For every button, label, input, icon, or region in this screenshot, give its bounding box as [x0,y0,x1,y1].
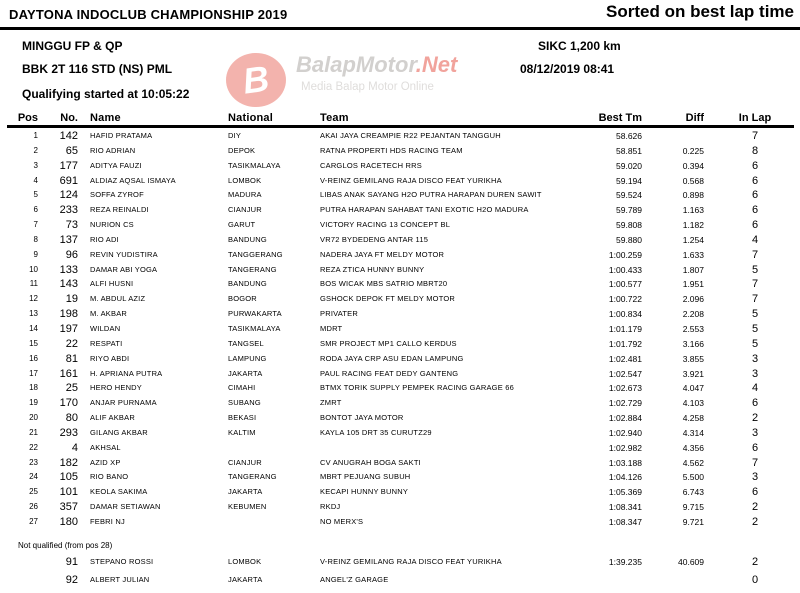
no-cell: 197 [59,322,78,335]
table-row [0,218,800,233]
best-tm-cell: 1:02.729 [608,398,642,409]
best-tm-cell: 59.808 [616,220,642,231]
in-lap-cell: 3 [751,471,759,484]
in-lap-cell: 3 [751,367,759,380]
pos-cell: 14 [29,323,38,333]
best-tm-cell: 1:01.179 [608,323,642,334]
in-lap-cell: 4 [751,233,759,246]
best-tm-cell: 1:39.235 [608,557,642,567]
table-row [0,381,800,396]
datetime-label: 08/12/2019 08:41 [520,62,615,76]
table-row [0,277,800,292]
national-cell: GARUT [228,220,256,230]
best-tm-cell: 1:05.369 [608,487,642,498]
name-cell: DAMAR ABI YOGA [90,264,158,274]
best-tm-cell: 1:08.347 [608,516,642,527]
logo-b-icon [226,53,286,107]
no-cell: 124 [59,189,78,202]
name-cell: RIO BANO [90,472,129,482]
national-cell: KEBUMEN [228,502,267,512]
diff-cell: 2.096 [682,294,704,305]
name-cell: ALDIAZ AQSAL ISMAYA [90,175,176,185]
name-cell: RIYO ABDI [90,353,130,363]
name-cell: REZA REINALDI [90,205,149,215]
name-cell: RESPATI [90,338,123,348]
table-row [0,352,800,367]
no-cell: 81 [65,352,78,365]
pos-cell: 26 [29,502,38,512]
diff-cell: 40.609 [678,557,704,567]
diff-cell: 3.855 [682,353,704,364]
pos-cell: 6 [33,205,38,215]
diff-cell: 3.166 [682,338,704,349]
table-row [0,515,800,530]
team-cell: VR72 BYDEDENG ANTAR 115 [320,234,429,244]
table-row [0,441,800,456]
in-lap-cell: 7 [751,278,759,291]
pos-cell: 9 [33,249,38,259]
table-row [0,248,800,263]
team-cell: NO MERX'S [320,516,364,526]
national-cell: CIANJUR [228,457,262,467]
national-cell: LAMPUNG [228,353,267,363]
in-lap-cell: 6 [751,397,759,410]
name-cell: ANJAR PURNAMA [90,398,157,408]
national-cell [228,515,316,530]
national-cell: LOMBOK [228,175,262,185]
no-cell: 91 [65,556,78,568]
no-cell: 142 [59,130,78,142]
logo-wordmark [296,52,457,78]
no-cell: 143 [59,278,78,291]
diff-cell: 4.258 [682,413,704,424]
in-lap-cell: 2 [751,412,759,425]
pos-cell: 16 [29,353,38,363]
table-row [0,174,800,189]
best-tm-cell: 1:00.577 [608,279,642,290]
best-tm-cell: 58.626 [616,131,642,141]
pos-cell: 5 [33,190,38,200]
pos-cell: 4 [33,175,38,185]
best-tm-cell: 1:00.259 [608,249,642,260]
diff-cell: 0.394 [682,160,704,171]
best-tm-cell: 59.524 [616,190,642,201]
column-header-team: Team [320,112,349,124]
team-cell: ZMRT [320,398,342,408]
diff-cell: 9.715 [682,502,704,513]
table-row [0,500,800,515]
best-tm-cell: 1:02.982 [608,442,642,453]
no-cell: 177 [59,159,78,172]
team-cell: REZA ZTICA HUNNY BUNNY [320,264,425,274]
table-row [0,367,800,382]
diff-cell: 0.568 [682,175,704,186]
column-header-pos: Pos [17,112,38,124]
best-tm-cell: 1:02.481 [608,353,642,364]
pos-cell: 25 [29,487,38,497]
team-cell: KAYLA 105 DRT 35 CURUTZ29 [320,427,432,437]
diff-cell: 2.208 [682,309,704,320]
class-label: BBK 2T 116 STD (NS) PML [22,62,173,76]
name-cell: STEPANO ROSSI [90,557,154,566]
pos-cell: 19 [29,398,38,408]
pos-cell: 8 [33,234,38,244]
national-cell: DIY [228,131,242,140]
name-cell: ALFI HUSNI [90,279,134,289]
pos-cell: 10 [29,264,38,274]
table-row [0,337,800,352]
national-cell: BOGOR [228,294,257,304]
diff-cell: 1.182 [682,220,704,231]
no-cell: 137 [59,233,78,246]
team-cell: BTMX TORIK SUPPLY PEMPEK RACING GARAGE 66 [320,383,514,393]
table-row [0,322,800,337]
national-cell: TANGGERANG [228,249,283,259]
name-cell: H. APRIANA PUTRA [90,368,163,378]
pos-cell: 7 [33,220,38,230]
table-row [0,470,800,485]
team-cell: GSHOCK DEPOK FT MELDY MOTOR [320,294,456,304]
in-lap-cell: 3 [751,426,759,439]
qualifying-start-label: Qualifying started at 10:05:22 [22,87,190,101]
logo-b-glyph: B [240,57,272,102]
pos-cell: 3 [33,160,38,170]
pos-cell: 13 [29,309,38,319]
best-tm-cell: 59.880 [616,234,642,245]
team-cell: CV ANUGRAH BOGA SAKTI [320,457,421,467]
team-cell: V-REINZ GEMILANG RAJA DISCO FEAT YURIKHA [320,175,502,185]
diff-cell: 1.163 [682,205,704,216]
no-cell: 80 [65,412,78,425]
in-lap-cell: 2 [751,556,759,568]
team-cell: VICTORY RACING 13 CONCEPT BL [320,220,451,230]
pos-cell: 17 [29,368,38,378]
no-cell: 161 [59,367,78,380]
table-row [0,396,800,411]
name-cell: HERO HENDY [90,383,143,393]
team-cell: LIBAS ANAK SAYANG H2O PUTRA HARAPAN DUREN SAWIT [320,190,542,200]
best-tm-cell: 59.194 [616,175,642,186]
team-cell: MBRT PEJUANG SUBUH [320,472,411,482]
in-lap-cell: 7 [751,248,759,261]
diff-cell [640,571,704,589]
header-divider [0,27,800,30]
team-cell: ANGEL'Z GARAGE [320,575,389,585]
logo-tagline: Media Balap Motor Online [301,81,434,93]
diff-cell: 0.898 [682,190,704,201]
pos-cell: 27 [29,516,38,526]
diff-cell: 4.103 [682,398,704,409]
national-cell: BANDUNG [228,279,267,289]
diff-cell: 2.553 [682,323,704,334]
team-cell: PUTRA HARAPAN SAHABAT TANI EXOTIC H2O MADURA [320,205,529,215]
no-cell: 180 [59,515,78,528]
name-cell: ALBERT JULIAN [90,575,150,585]
table-row [0,129,800,144]
table-row [0,553,800,571]
name-cell: FEBRI NJ [90,516,125,526]
name-cell: NURION CS [90,220,134,230]
diff-cell: 4.047 [682,383,704,394]
no-cell: 357 [59,501,78,514]
results-table-body [0,129,800,530]
table-header-row [0,111,800,125]
national-cell: TASIKMALAYA [228,160,281,170]
in-lap-cell: 6 [751,204,759,217]
table-row [0,456,800,471]
name-cell: RIO ADRIAN [90,145,136,155]
no-cell: 92 [65,574,78,587]
table-row [0,203,800,218]
national-cell: TASIKMALAYA [228,323,281,333]
table-row [0,485,800,500]
table-row [0,426,800,441]
no-cell: 233 [59,204,78,217]
in-lap-cell: 7 [751,130,759,142]
national-cell: JAKARTA [228,368,263,378]
table-row [0,263,800,278]
in-lap-cell: 7 [751,456,759,469]
pos-cell: 2 [33,145,38,155]
best-tm-cell: 1:02.884 [608,413,642,424]
no-cell: 182 [59,456,78,469]
in-lap-cell: 6 [751,441,759,454]
best-tm-cell: 1:00.722 [608,294,642,305]
pos-cell: 18 [29,383,38,393]
column-header-national: National [228,112,273,124]
national-cell: BANDUNG [228,234,267,244]
national-cell: DEPOK [228,145,256,155]
team-cell: RODA JAYA CRP ASU EDAN LAMPUNG [320,353,464,363]
national-cell: TANGERANG [228,264,277,274]
session-label: MINGGU FP & QP [22,39,123,53]
no-cell: 293 [59,426,78,439]
best-tm-cell: 1:01.792 [608,338,642,349]
diff-cell: 5.500 [682,472,704,483]
in-lap-cell: 5 [751,337,759,350]
in-lap-cell: 8 [751,144,759,157]
logo-name-gray: BalapMotor [296,52,416,77]
pos-cell: 11 [29,279,38,289]
team-cell: AKAI JAYA CREAMPIE R22 PEJANTAN TANGGUH [320,131,501,140]
best-tm-cell: 59.020 [616,160,642,171]
best-tm-cell: 1:02.547 [608,368,642,379]
in-lap-cell: 5 [751,308,759,321]
national-cell: CIMAHI [228,383,256,393]
name-cell: AZID XP [90,457,121,467]
team-cell: BOS WICAK MBS SATRIO MBRT20 [320,279,448,289]
diff-cell: 4.356 [682,442,704,453]
best-tm-cell: 1:00.834 [608,309,642,320]
no-cell: 4 [71,441,78,454]
team-cell: V-REINZ GEMILANG RAJA DISCO FEAT YURIKHA [320,557,502,566]
no-cell: 170 [59,397,78,410]
in-lap-cell: 3 [751,352,759,365]
national-cell: TANGERANG [228,472,277,482]
diff-cell [640,129,704,144]
no-cell: 198 [59,308,78,321]
in-lap-cell: 6 [751,189,759,202]
no-cell: 96 [65,248,78,261]
national-cell: KALTIM [228,427,256,437]
sort-order-label: Sorted on best lap time [606,2,794,21]
diff-cell: 3.921 [682,368,704,379]
national-cell: MADURA [228,190,262,200]
name-cell: AKHSAL [90,442,121,452]
national-cell: CIANJUR [228,205,262,215]
pos-cell: 23 [29,457,38,467]
name-cell: M. ABDUL AZIZ [90,294,146,304]
in-lap-cell: 7 [751,293,759,306]
team-cell: PAUL RACING FEAT DEDY GANTENG [320,368,459,378]
table-row [0,159,800,174]
diff-cell: 9.721 [682,516,704,527]
pos-cell: 1 [33,131,38,140]
pos-cell: 24 [29,472,38,482]
in-lap-cell: 6 [751,159,759,172]
national-cell: TANGSEL [228,338,264,348]
national-cell: LOMBOK [228,557,262,566]
national-cell: SUBANG [228,398,261,408]
team-cell: NADERA JAYA FT MELDY MOTOR [320,249,445,259]
diff-cell: 1.951 [682,279,704,290]
pos-cell: 20 [29,413,38,423]
best-tm-cell: 1:00.433 [608,264,642,275]
name-cell: SOFFA ZYROF [90,190,144,200]
column-header-name: Name [90,112,121,124]
national-cell: JAKARTA [228,487,263,497]
no-cell: 25 [65,382,78,395]
no-cell: 19 [65,293,78,306]
diff-cell: 1.807 [682,264,704,275]
best-tm-cell: 58.851 [616,145,642,156]
team-cell: PRIVATER [320,309,358,319]
national-cell: JAKARTA [228,575,263,585]
logo-name-red: .Net [415,52,458,77]
best-tm-cell: 1:02.940 [608,427,642,438]
team-cell: CARGLOS RACETECH RRS [320,160,422,170]
in-lap-cell: 2 [751,515,759,528]
pos-cell: 21 [29,427,38,437]
table-header-divider [7,125,794,128]
no-cell: 65 [65,144,78,157]
best-tm-cell [556,571,642,589]
track-label: SIKC 1,200 km [538,39,621,53]
pos-cell: 15 [29,338,38,348]
name-cell: ADITYA FAUZI [90,160,142,170]
best-tm-cell: 1:03.188 [608,457,642,468]
in-lap-cell: 6 [751,219,759,232]
pos-cell [10,553,38,571]
column-header-in-lap: In Lap [738,112,772,124]
column-header-best-tm: Best Tm [598,112,642,124]
team-cell: RKDJ [320,502,341,512]
diff-cell: 1.633 [682,249,704,260]
no-cell: 101 [59,486,78,499]
best-tm-cell: 59.789 [616,205,642,216]
team-cell: RATNA PROPERTI HDS RACING TEAM [320,145,463,155]
name-cell: HAFID PRATAMA [90,131,153,140]
name-cell: ALIF AKBAR [90,413,135,423]
diff-cell: 4.562 [682,457,704,468]
pos-cell [10,571,38,589]
diff-cell: 1.254 [682,234,704,245]
in-lap-cell: 6 [751,486,759,499]
page-title: DAYTONA INDOCLUB CHAMPIONSHIP 2019 [9,7,288,22]
team-cell: BONTOT JAYA MOTOR [320,413,404,423]
pos-cell: 12 [29,294,38,304]
name-cell: M. AKBAR [90,309,128,319]
name-cell: RIO ADI [90,234,119,244]
name-cell: WILDAN [90,323,121,333]
best-tm-cell: 1:08.341 [608,502,642,513]
team-cell: SMR PROJECT MP1 CALLO KERDUS [320,338,457,348]
diff-cell: 6.743 [682,487,704,498]
table-row [0,571,800,589]
team-cell: MDRT [320,323,343,333]
in-lap-cell: 4 [751,382,759,395]
in-lap-cell: 5 [751,322,759,335]
no-cell: 22 [65,337,78,350]
name-cell: DAMAR SETIAWAN [90,502,161,512]
diff-cell: 4.314 [682,427,704,438]
best-tm-cell: 1:04.126 [608,472,642,483]
diff-cell: 0.225 [682,145,704,156]
no-cell: 691 [59,174,78,187]
national-cell: BEKASI [228,413,257,423]
not-qualified-label: Not qualified (from pos 28) [18,541,113,550]
pos-cell: 22 [29,442,38,452]
in-lap-cell: 2 [751,501,759,514]
national-cell [228,441,316,456]
in-lap-cell: 5 [751,263,759,276]
name-cell: KEOLA SAKIMA [90,487,148,497]
table-row [0,144,800,159]
in-lap-cell: 6 [751,174,759,187]
table-row [0,233,800,248]
column-header-diff: Diff [685,112,704,124]
no-cell: 133 [59,263,78,276]
table-row [0,307,800,322]
table-row [0,292,800,307]
table-row [0,188,800,203]
table-row [0,411,800,426]
name-cell: REVIN YUDISTIRA [90,249,158,259]
in-lap-cell: 0 [751,574,759,587]
no-cell: 105 [59,471,78,484]
name-cell: GILANG AKBAR [90,427,148,437]
column-header-no: No. [60,112,78,124]
no-cell: 73 [65,219,78,232]
team-cell: KECAPI HUNNY BUNNY [320,487,409,497]
national-cell: PURWAKARTA [228,309,282,319]
best-tm-cell: 1:02.673 [608,383,642,394]
not-qualified-table-body [0,553,800,589]
